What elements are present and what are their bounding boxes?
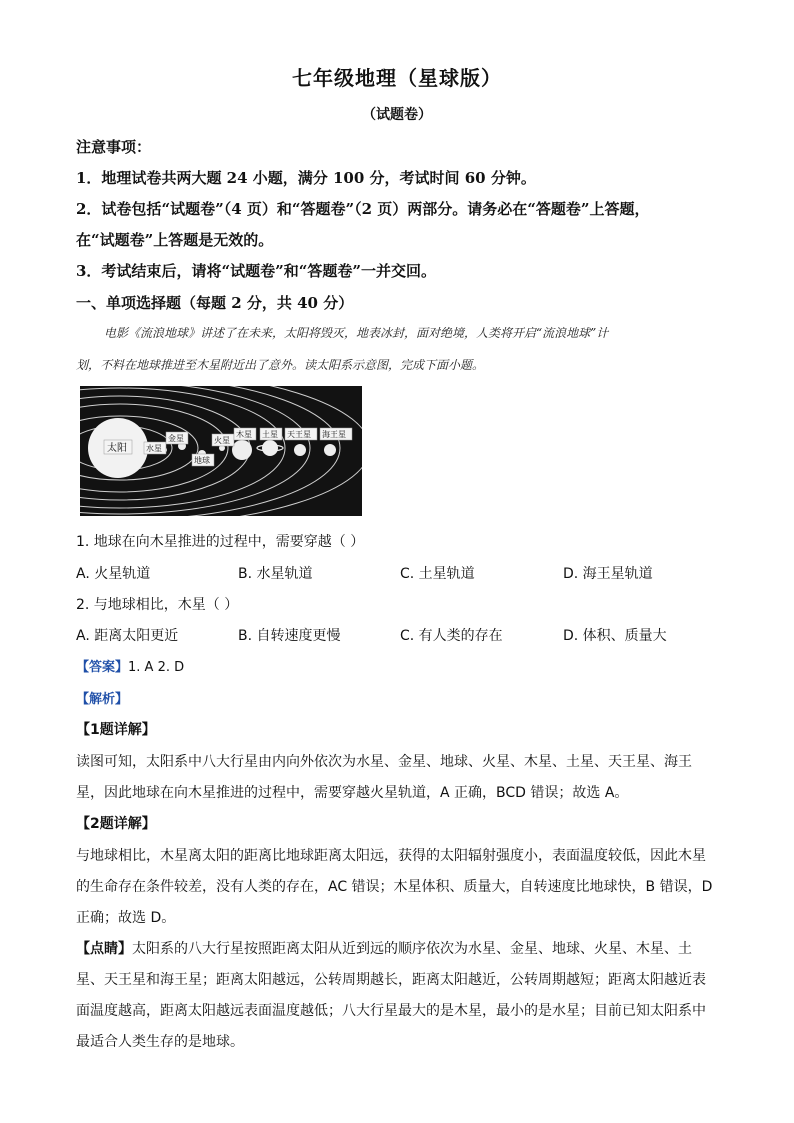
section-title: 一、单项选择题（每题 2 分，共 40 分） xyxy=(76,294,354,312)
question-1-option-a: A. 火星轨道 xyxy=(76,566,151,582)
detail-2-tag: 【2题详解】 xyxy=(76,816,156,832)
detail-2-line-3: 正确；故选 D。 xyxy=(76,910,176,926)
page-title: 七年级地理（星球版） xyxy=(292,66,502,90)
answer-text: 1. A 2. D xyxy=(128,660,185,675)
notice-item-2-cont: 在“试题卷”上答题是无效的。 xyxy=(76,231,274,249)
notice-heading: 注意事项： xyxy=(76,138,152,156)
page-subtitle: （试题卷） xyxy=(362,107,432,123)
question-2-option-b: B. 自转速度更慢 xyxy=(238,628,341,644)
solar-system-figure xyxy=(80,386,362,516)
label-neptune: 海王星 xyxy=(322,430,346,439)
tip-line-2: 星、天王星和海王星；距离太阳越远，公转周期越长，距离太阳越近，公转周期越短；距离太阳越近表 xyxy=(76,972,706,988)
label-sun: 太阳 xyxy=(107,443,127,454)
tip-text-1: 太阳系的八大行星按照距离太阳从近到远的顺序依次为水星、金星、地球、火星、木星、土 xyxy=(132,941,692,957)
analysis-tag: 【解析】 xyxy=(76,692,129,707)
intro-line-2: 划，不料在地球推进至木星附近出了意外。读太阳系示意图，完成下面小题。 xyxy=(76,358,485,372)
detail-1-line-2: 星，因此地球在向木星推进的过程中，需要穿越火星轨道，A 正确，BCD 错误；故选 A。 xyxy=(76,785,629,801)
detail-1-tag: 【1题详解】 xyxy=(76,722,156,738)
intro-line-1: 电影《流浪地球》讲述了在未来，太阳将毁灭，地表冰封，面对绝境，人类将开启“流浪地球”计 xyxy=(104,326,609,340)
tip-line-3: 面温度越高，距离太阳越远表面温度越低；八大行星最大的是木星，最小的是水星；目前已知太阳系中 xyxy=(76,1003,706,1019)
question-2-option-a: A. 距离太阳更近 xyxy=(76,628,179,644)
notice-item-1: 1．地理试卷共两大题 24 小题，满分 100 分，考试时间 60 分钟。 xyxy=(76,169,536,187)
answer-line xyxy=(76,656,184,675)
label-saturn: 土星 xyxy=(262,430,278,439)
label-uranus: 天王星 xyxy=(287,430,311,439)
question-1-stem: 1. 地球在向木星推进的过程中，需要穿越（ ） xyxy=(76,534,365,550)
notice-item-3: 3．考试结束后，请将“试题卷”和“答题卷”一并交回。 xyxy=(76,262,436,280)
notice-item-2: 2．试卷包括“试题卷”（4 页）和“答题卷”（2 页）两部分。请务必在“答题卷”上答题， xyxy=(76,200,650,218)
question-1-option-b: B. 水星轨道 xyxy=(238,566,313,582)
question-1-option-c: C. 土星轨道 xyxy=(400,566,475,582)
label-mercury: 水星 xyxy=(146,444,162,453)
label-mars: 火星 xyxy=(214,436,230,445)
question-2-option-d: D. 体积、质量大 xyxy=(563,628,667,644)
label-venus: 金星 xyxy=(168,434,184,443)
tip-line-1 xyxy=(76,938,692,958)
label-earth: 地球 xyxy=(194,456,210,465)
detail-1-line-1: 读图可知，太阳系中八大行星由内向外依次为水星、金星、地球、火星、木星、土星、天王星、海王 xyxy=(76,754,692,770)
detail-2-line-2: 的生命存在条件较差，没有人类的存在，AC 错误；木星体积、质量大，自转速度比地球快，B 错误，D xyxy=(76,879,713,895)
tip-line-4: 最适合人类生存的是地球。 xyxy=(76,1034,244,1050)
tip-tag: 【点睛】 xyxy=(76,941,132,957)
answer-tag: 【答案】 xyxy=(76,660,129,675)
detail-2-line-1: 与地球相比，木星离太阳的距离比地球距离太阳远，获得的太阳辐射强度小，表面温度较低，因此木星 xyxy=(76,848,706,864)
question-2-stem: 2. 与地球相比，木星（ ） xyxy=(76,597,239,613)
solar-system-diagram xyxy=(80,386,362,516)
label-jupiter: 木星 xyxy=(236,430,252,439)
question-2-option-c: C. 有人类的存在 xyxy=(400,628,503,644)
question-1-option-d: D. 海王星轨道 xyxy=(563,566,653,582)
